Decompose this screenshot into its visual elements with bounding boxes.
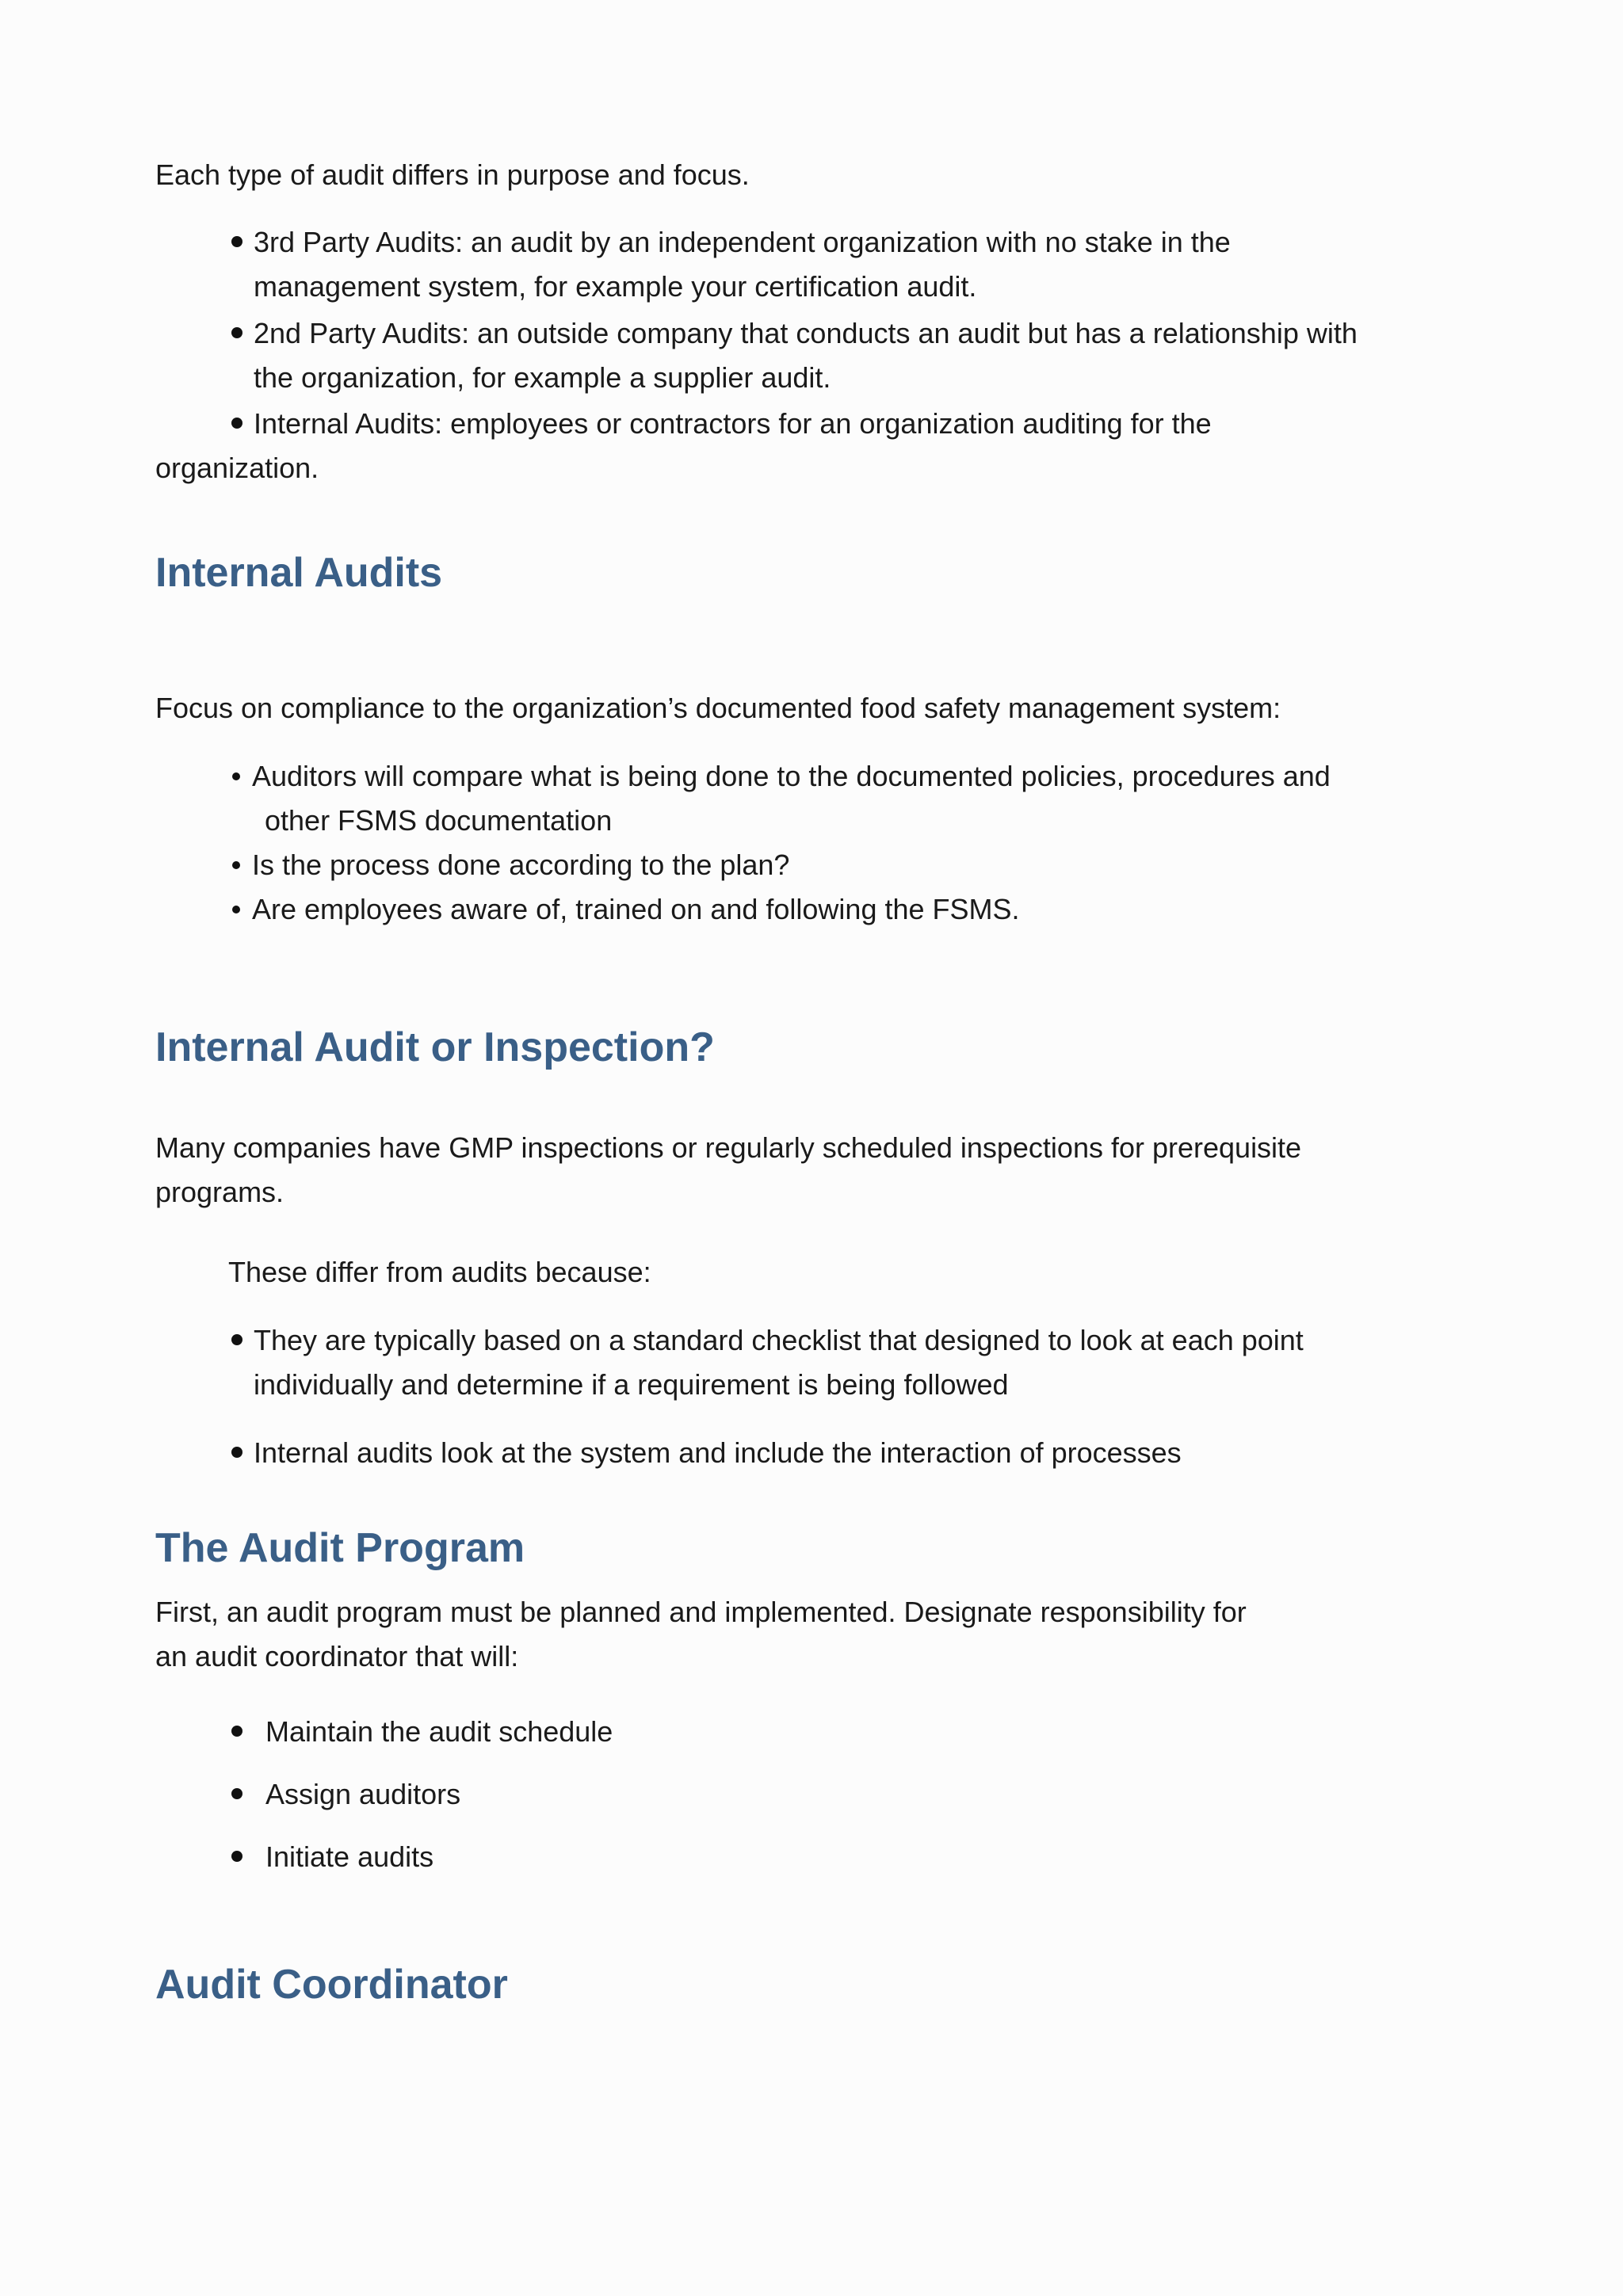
audit-program-lead: First, an audit program must be planned and implemented. Designate responsibility for — [155, 1596, 1247, 1628]
bullet-icon — [231, 1334, 242, 1345]
inspection-sub-lead: These differ from audits because: — [228, 1256, 651, 1288]
list-item-text: Is the process done according to the plan? — [252, 849, 790, 881]
list-item-text: Assign auditors — [265, 1778, 461, 1810]
inspection-lead-cont: programs. — [155, 1176, 285, 1208]
list-item-text-cont: organization. — [155, 452, 319, 484]
list-item-text-cont: management system, for example your certification audit. — [254, 270, 977, 303]
list-item-text: Auditors will compare what is being done to the documented policies, procedures and — [252, 760, 1331, 792]
bullet-icon — [231, 1851, 242, 1862]
inspection-lead: Many companies have GMP inspections or regularly scheduled inspections for prerequisite — [155, 1131, 1302, 1164]
list-item-text-cont: other FSMS documentation — [265, 804, 613, 837]
list-item-text: 2nd Party Audits: an outside company that conducts an audit but has a relationship with — [254, 317, 1358, 349]
heading-audit-or-inspection: Internal Audit or Inspection? — [155, 1024, 715, 1070]
bullet-icon — [231, 418, 242, 429]
bullet-icon — [232, 772, 240, 780]
bullet-icon — [231, 1788, 242, 1799]
list-item-text: Maintain the audit schedule — [265, 1715, 613, 1748]
list-item-text: Internal Audits: employees or contractors for an organization auditing for the — [254, 407, 1212, 440]
bullet-icon — [231, 1447, 242, 1458]
list-item-text-cont: the organization, for example a supplier audit. — [254, 361, 831, 394]
list-item-text: 3rd Party Audits: an audit by an independent organization with no stake in the — [254, 226, 1231, 258]
list-item-text: Initiate audits — [265, 1840, 434, 1873]
bullet-icon — [232, 906, 240, 913]
bullet-icon — [231, 327, 242, 338]
intro-text: Each type of audit differs in purpose and focus. — [155, 158, 750, 191]
internal-audits-lead: Focus on compliance to the organization’s documented food safety management system: — [155, 692, 1281, 724]
bullet-icon — [231, 1726, 242, 1737]
heading-internal-audits: Internal Audits — [155, 550, 443, 596]
bullet-icon — [232, 861, 240, 869]
list-item-text-cont: individually and determine if a requirement is being followed — [254, 1368, 1009, 1401]
list-item-text: Are employees aware of, trained on and following the FSMS. — [252, 893, 1020, 925]
heading-audit-program: The Audit Program — [155, 1525, 525, 1571]
audit-program-lead-cont: an audit coordinator that will: — [155, 1640, 519, 1672]
list-item-text: Internal audits look at the system and include the interaction of processes — [254, 1436, 1182, 1469]
heading-audit-coordinator: Audit Coordinator — [155, 1962, 508, 2008]
bullet-icon — [231, 236, 242, 247]
list-item-text: They are typically based on a standard checklist that designed to look at each point — [254, 1324, 1304, 1356]
